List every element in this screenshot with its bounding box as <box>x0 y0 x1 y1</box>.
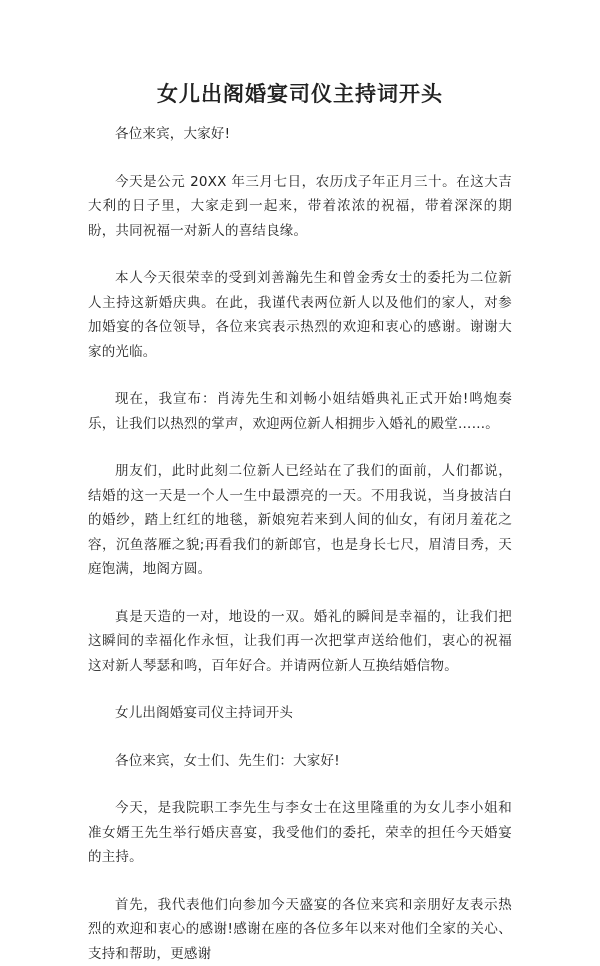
document-title: 女儿出阁婚宴司仪主持词开头 <box>88 80 512 108</box>
paragraph-blessing: 真是天造的一对，地设的一双。婚礼的瞬间是幸福的，让我们把这瞬间的幸福化作永恒，让我们再一次把掌声送给他们，衷心的祝福这对新人琴瑟和鸣，百年好合。并请两位新人互换结婚信物。 <box>88 605 512 679</box>
section-heading: 女儿出阁婚宴司仪主持词开头 <box>88 701 512 726</box>
paragraph-couple-description: 朋友们，此时此刻二位新人已经站在了我们的面前，人们都说，结婚的这一天是一个人一生中最漂亮的一天。不用我说，当身披洁白的婚纱，踏上红红的地毯，新娘宛若来到人间的仙女，有闭月羞花之容，沉鱼落雁之貌;再看我们的新郎官，也是身长七尺，眉清目秀，天庭饱满，地阁方圆。 <box>88 459 512 582</box>
paragraph-host-intro: 本人今天很荣幸的受到刘善瀚先生和曾金秀女士的委托为二位新人主持这新婚庆典。在此，我谨代表两位新人以及他们的家人，对参加婚宴的各位领导，各位来宾表示热烈的欢迎和衷心的感谢。谢谢大家的光临。 <box>88 266 512 364</box>
paragraph-thanks: 首先，我代表他们向参加今天盛宴的各位来宾和亲朋好友表示热烈的欢迎和衷心的感谢!感谢在座的各位多年以来对他们全家的关心、支持和帮助，更感谢 <box>88 893 512 966</box>
paragraph-greeting-2: 各位来宾，女士们、先生们：大家好! <box>88 749 512 774</box>
paragraph-ceremony-start: 现在，我宣布：肖涛先生和刘畅小姐结婚典礼正式开始!鸣炮奏乐，让我们以热烈的掌声，欢迎两位新人相拥步入婚礼的殿堂……。 <box>88 387 512 436</box>
paragraph-date: 今天是公元 20XX 年三月七日，农历戊子年正月三十。在这大吉大利的日子里，大家走到一起来，带着浓浓的祝福，带着深深的期盼，共同祝福一对新人的喜结良缘。 <box>88 170 512 244</box>
paragraph-greeting: 各位来宾，大家好! <box>88 122 512 147</box>
paragraph-occasion: 今天，是我院职工李先生与李女士在这里隆重的为女儿李小姐和准女婿王先生举行婚庆喜宴，我受他们的委托，荣幸的担任今天婚宴的主持。 <box>88 796 512 870</box>
